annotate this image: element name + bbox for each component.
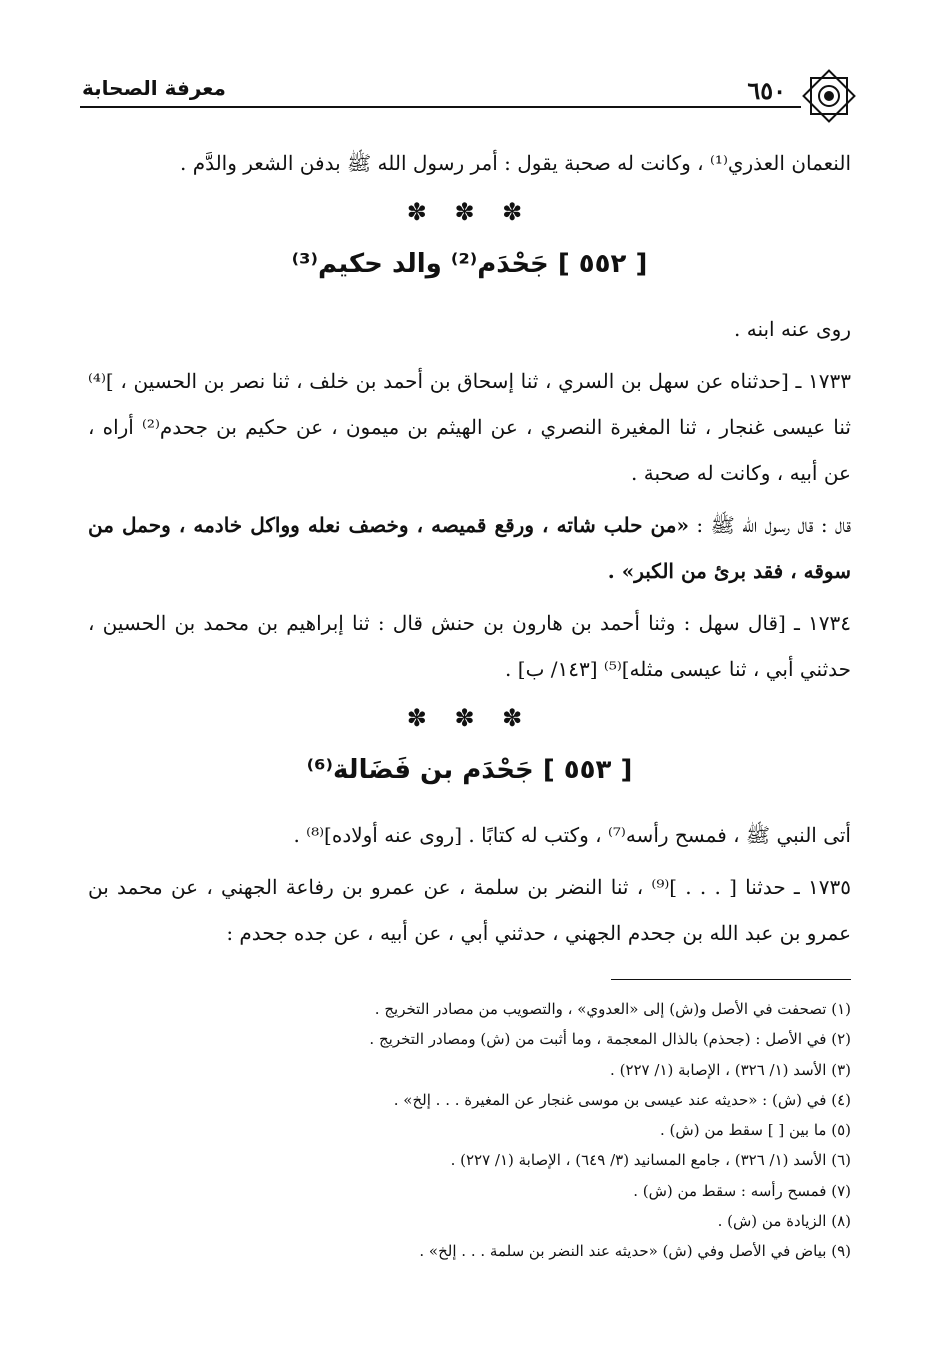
entry-heading-552: [ ٥٥٢ ] جَحْدَم⁽²⁾ والد حكيم⁽³⁾: [291, 249, 648, 279]
page-body: [88, 140, 851, 962]
footnote-2: (٢) في الأصل : (جحذم) بالذال المعجمة ، وما أثبت من (ش) ومصادر التخريج .: [369, 1030, 851, 1049]
hadith-quote: «من حلب شاته ، ورقع قميصه ، وخصف نعله وواكل خادمه ، وحمل من سوقه ، فقد برئ من الكبر» .: [88, 513, 851, 583]
paragraph-narrator: روى عنه ابنه .: [734, 317, 851, 341]
footnote-3: (٣) الأسد (١/ ٣٢٦) ، الإصابة (١/ ٢٢٧) .: [610, 1060, 851, 1079]
footnote-8: (٨) الزيادة من (ش) .: [717, 1212, 851, 1231]
footnote-1: (١) تصحفت في الأصل و(ش) إلى «العدوي» ، والتصويب من مصادر التخريج .: [374, 1000, 851, 1018]
footnote-4: (٤) في (ش) : «حديثه عند عيسى بن موسى غنجار عن المغيرة . . . إلخ» .: [393, 1090, 851, 1109]
footnote-5: (٥) ما بين [ ] سقط من (ش) .: [660, 1121, 851, 1140]
page-number: ٦٥٠: [747, 76, 786, 105]
paragraph-intro: النعمان العذري⁽¹⁾ ، وكانت له صحبة يقول : أمر رسول الله ﷺ بدفن الشعر والدَّم .: [179, 151, 851, 175]
hadith-1734: ١٧٣٤ ـ [قال سهل : وثنا أحمد بن هارون بن حنش قال : ثنا إبراهيم بن محمد بن الحسين ، حدثني أبي ، ثنا عيسى مثله]⁽⁵⁾ [١٤٣/ ب] .: [88, 611, 851, 681]
footnote-7: (٧) فمسح رأسه : سقط من (ش) .: [633, 1181, 851, 1200]
footnote-6: (٦) الأسد (١/ ٣٢٦) ، جامع المسانيد (٣/ ٦٤٩) ، الإصابة (١/ ٢٢٧) .: [450, 1151, 851, 1170]
section-separator: ✽ ✽ ✽: [406, 198, 533, 226]
hadith-1733-chain: ١٧٣٣ ـ [حدثناه عن سهل بن السري ، ثنا إسحاق بن أحمد بن خلف ، ثنا نصر بن الحسين ، ]⁽⁴⁾ ثنا عيسى غنجار ، ثنا المغيرة النصري ، عن الهيثم بن ميمون ، عن حكيم بن جحدم⁽²⁾ أراه ، عن أبيه ، وكانت له صحبة .: [88, 369, 851, 485]
footnotes: [120, 994, 851, 1267]
entry-heading-553: [ ٥٥٣ ] جَحْدَم بن فَضَالة⁽⁶⁾: [306, 755, 633, 785]
section-separator: ✽ ✽ ✽: [406, 704, 533, 732]
hadith-1735: ١٧٣٥ ـ حدثنا [ . . . ]⁽⁹⁾ ، ثنا النضر بن سلمة ، عن عمرو بن رفاعة الجهني ، عن محمد بن عمرو بن عبد الله بن جحدم الجهني ، حدثني أبي ، عن أبيه ، عن جده جحدم :: [88, 875, 851, 945]
ornament-icon: [799, 66, 859, 126]
footnote-9: (٩) بياض في الأصل وفي (ش) «حديثه عند النضر بن سلمة . . . إلخ» .: [419, 1242, 851, 1261]
hadith-lead: قال : قال رسول الله ﷺ :: [688, 513, 851, 537]
book-title: معرفة الصحابة: [82, 76, 226, 100]
footnote-divider: [611, 979, 851, 980]
paragraph-entry-553: أتى النبي ﷺ ، فمسح رأسه⁽⁷⁾ ، وكتب له كتابًا . [روى عنه أولاده]⁽⁸⁾ .: [293, 823, 851, 847]
hadith-1733-text: [88, 502, 851, 594]
header-divider: [80, 106, 801, 108]
